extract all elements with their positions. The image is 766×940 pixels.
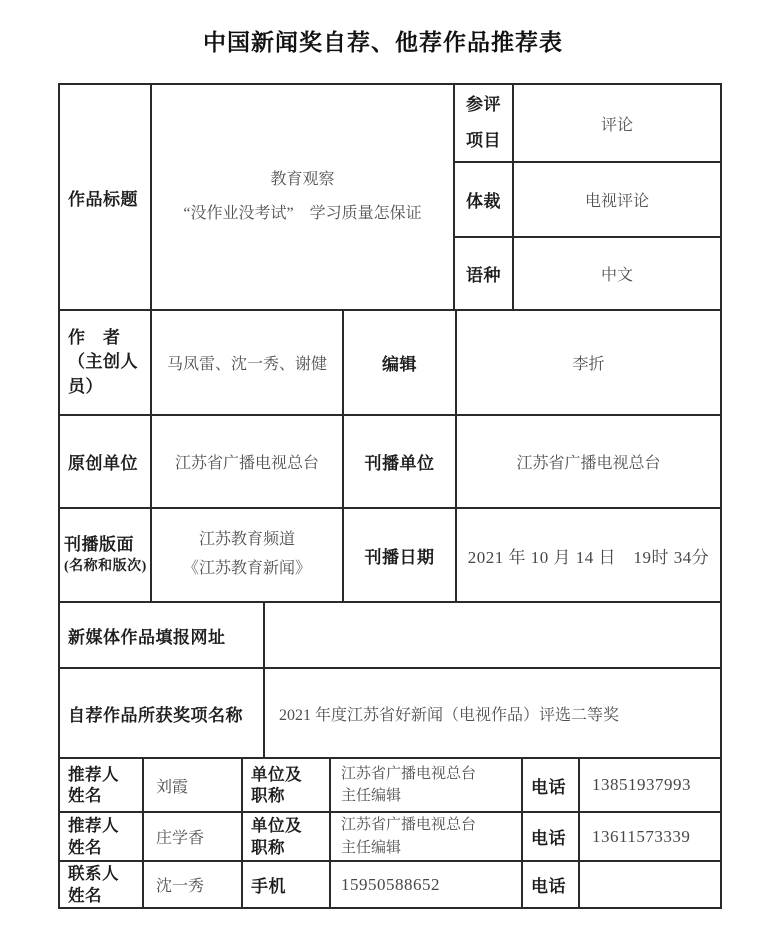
- section-work-title: [60, 85, 720, 311]
- recommender2-name: 庄学香: [144, 813, 243, 862]
- section-contacts: [60, 759, 720, 907]
- work-title-line2: “没作业没考试” 学习质量怎保证: [183, 205, 422, 222]
- recommender1-unit-label: 单位及 职称: [243, 759, 331, 813]
- language-value: 中文: [514, 238, 720, 311]
- editor-value: 李折: [457, 311, 720, 416]
- recommender1-phone: 13851937993: [580, 759, 720, 813]
- section-author-units: [60, 311, 720, 603]
- publish-page-label: 刊播版面 (名称和版次): [60, 509, 152, 603]
- recommendation-form-table: [58, 83, 722, 909]
- new-media-url-label: 新媒体作品填报网址: [60, 603, 265, 669]
- entry-category-value: 评论: [514, 85, 720, 163]
- award-label: 自荐作品所获奖项名称: [60, 669, 265, 759]
- publish-unit-value: 江苏省广播电视总台: [457, 416, 720, 509]
- award-value: 2021 年度江苏省好新闻（电视作品）评选二等奖: [265, 669, 720, 759]
- contact-mobile-label: 手机: [243, 862, 331, 907]
- contact-phone: [580, 862, 720, 907]
- recommender1-name: 刘霞: [144, 759, 243, 813]
- recommender2-phone-label: 电话: [523, 813, 580, 862]
- genre-value: 电视评论: [514, 163, 720, 238]
- contact-role-label: 联系人 姓名: [60, 862, 144, 907]
- publish-unit-label: 刊播单位: [344, 416, 457, 509]
- recommender2-unit-label: 单位及 职称: [243, 813, 331, 862]
- recommender2-phone: 13611573339: [580, 813, 720, 862]
- original-unit-value: 江苏省广播电视总台: [152, 416, 344, 509]
- contact-mobile-value: 15950588652: [331, 862, 523, 907]
- editor-label: 编辑: [344, 311, 457, 416]
- recommender2-role-label: 推荐人 姓名: [60, 813, 144, 862]
- new-media-url-value: [265, 603, 720, 669]
- recommender1-phone-label: 电话: [523, 759, 580, 813]
- work-title-label: 作品标题: [60, 85, 152, 311]
- recommender2-unit-value: 江苏省广播电视总台 主任编辑: [331, 813, 523, 862]
- recommender1-unit-value: 江苏省广播电视总台 主任编辑: [331, 759, 523, 813]
- work-title-line1: 教育观察: [270, 171, 335, 189]
- author-value: 马凤雷、沈一秀、谢健: [152, 311, 344, 416]
- publish-date-value: 2021 年 10 月 14 日 19时 34分: [457, 509, 720, 603]
- entry-category-label: 参评 项目: [455, 85, 514, 163]
- publish-date-label: 刊播日期: [344, 509, 457, 603]
- page-title: 中国新闻奖自荐、他荐作品推荐表: [203, 30, 563, 55]
- work-title-value: [152, 85, 455, 311]
- language-label: 语种: [455, 238, 514, 311]
- section-url-award: [60, 603, 720, 759]
- contact-name: 沈一秀: [144, 862, 243, 907]
- genre-label: 体裁: [455, 163, 514, 238]
- recommender1-role-label: 推荐人 姓名: [60, 759, 144, 813]
- original-unit-label: 原创单位: [60, 416, 152, 509]
- publish-page-value: 江苏教育频道 《江苏教育新闻》: [152, 509, 344, 603]
- author-label: 作 者 （主创人 员）: [60, 311, 152, 416]
- contact-phone-label: 电话: [523, 862, 580, 907]
